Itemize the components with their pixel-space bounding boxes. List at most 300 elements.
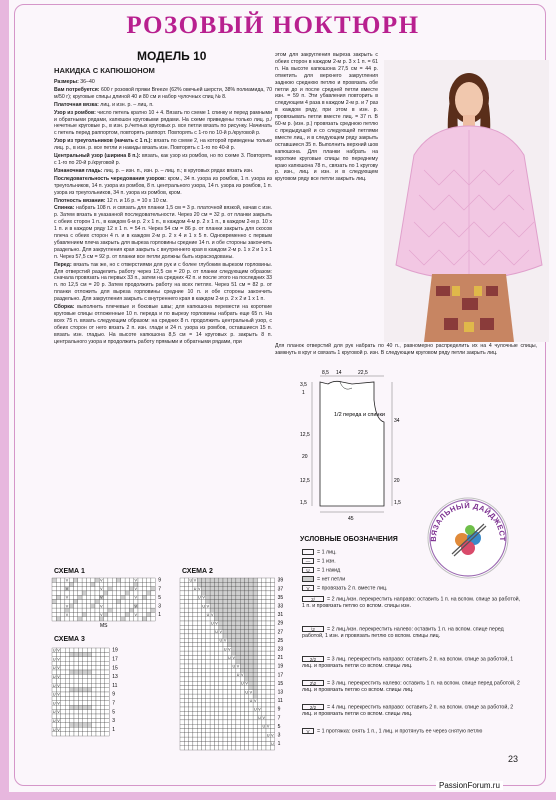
chart-cell	[78, 657, 82, 661]
chart-cell	[219, 608, 223, 612]
chart-cell	[193, 677, 197, 681]
chart-cell	[257, 587, 261, 591]
chart-cell	[92, 688, 96, 692]
chart-cell	[249, 655, 253, 659]
chart-cell	[253, 673, 257, 677]
chart-cell	[189, 608, 193, 612]
chart-cell	[202, 655, 206, 659]
chart-cell	[69, 617, 73, 621]
chart-cell	[249, 664, 253, 668]
chart-cell	[206, 634, 210, 638]
chart-cell	[65, 683, 69, 687]
chart-cell	[197, 582, 201, 586]
chart-cell	[189, 630, 193, 634]
chart-cell	[61, 679, 65, 683]
chart-cell	[236, 612, 240, 616]
chart-cell	[92, 666, 96, 670]
chart-cell	[100, 657, 104, 661]
chart-cell	[266, 578, 270, 582]
chart-cell	[189, 737, 193, 741]
chart-cell	[61, 595, 65, 599]
chart-cell	[266, 630, 270, 634]
chart-cell	[253, 617, 257, 621]
chart-cell	[249, 720, 253, 724]
chart-cell	[61, 670, 65, 674]
chart-cell	[184, 729, 188, 733]
chart-cell	[206, 608, 210, 612]
chart-cell	[100, 710, 104, 714]
chart-cell	[266, 741, 270, 745]
chart-cell	[92, 670, 96, 674]
chart-cell	[197, 634, 201, 638]
chart-cell	[56, 617, 60, 621]
chart-symbol: V	[57, 666, 60, 671]
chart-cell	[189, 681, 193, 685]
chart-symbol: V	[134, 578, 137, 583]
chart-cell	[202, 660, 206, 664]
chart-cell	[61, 666, 65, 670]
chart-cell	[61, 727, 65, 731]
instruction-label: Перед:	[54, 261, 72, 268]
chart-cell	[87, 696, 91, 700]
chart-cell	[105, 652, 109, 656]
chart-cell	[74, 595, 78, 599]
instruction-paragraph	[54, 153, 272, 167]
chart-cell	[223, 595, 227, 599]
chart-cell	[82, 608, 86, 612]
chart-cell	[83, 670, 87, 674]
chart-cell	[189, 711, 193, 715]
chart-cell	[180, 612, 184, 616]
chart-cell	[197, 724, 201, 728]
chart-cell	[180, 600, 184, 604]
dim-top-2: 22,5	[358, 370, 368, 376]
chart-cell	[83, 666, 87, 670]
chart-cell	[253, 668, 257, 672]
chart-cell	[249, 591, 253, 595]
chart-cell	[197, 638, 201, 642]
chart-cell	[266, 690, 270, 694]
chart-cell	[249, 660, 253, 664]
chart-cell	[78, 692, 82, 696]
chart-cell	[74, 723, 78, 727]
chart-cell	[56, 661, 60, 665]
chart-cell	[214, 673, 218, 677]
chart-row-label: 5	[112, 709, 115, 716]
chart-cell	[270, 612, 274, 616]
chart-cell	[219, 729, 223, 733]
chart-cell	[266, 694, 270, 698]
chart-cell	[257, 651, 261, 655]
chart-cell	[180, 595, 184, 599]
chart-cell	[236, 694, 240, 698]
chart-cell	[257, 677, 261, 681]
chart-cell	[87, 692, 91, 696]
chart-cell	[56, 591, 60, 595]
chart-cell	[270, 720, 274, 724]
chart-cell	[193, 724, 197, 728]
chart-cell	[219, 634, 223, 638]
chart-cell	[65, 661, 69, 665]
chart-cell	[87, 666, 91, 670]
chart-cell	[78, 714, 82, 718]
scheme-3-title: СХЕМА 3	[54, 636, 85, 643]
chart-cell	[232, 600, 236, 604]
chart-cell	[180, 741, 184, 745]
chart-cell	[142, 591, 146, 595]
chart-cell	[108, 608, 112, 612]
chart-row-label: 27	[277, 629, 284, 636]
chart-cell	[78, 696, 82, 700]
chart-cell	[232, 625, 236, 629]
chart-cell	[245, 600, 249, 604]
chart-cell	[74, 587, 78, 591]
chart-cell	[180, 634, 184, 638]
instruction-text: 36–40	[78, 79, 95, 85]
chart-cell	[262, 591, 266, 595]
chart-cell	[249, 578, 253, 582]
chart-cell	[105, 683, 109, 687]
chart-cell	[74, 718, 78, 722]
chart-cell	[95, 600, 99, 604]
chart-cell	[184, 664, 188, 668]
chart-cell	[95, 612, 99, 616]
chart-cell	[206, 643, 210, 647]
legend-item: \2 = 2 лиц./изн. перекрестить налево: оставить 1 п. на вспом. спице перед работой, 1 изн. и провязать петлю со вспом. спицы лиц.	[302, 626, 504, 639]
chart-cell	[210, 724, 214, 728]
chart-cell	[240, 686, 244, 690]
chart-cell	[262, 677, 266, 681]
chart-cell	[266, 707, 270, 711]
chart-cell	[249, 737, 253, 741]
scheme-1-ms: MS	[100, 623, 108, 628]
chart-cell	[257, 625, 261, 629]
chart-cell	[197, 733, 201, 737]
chart-cell	[108, 612, 112, 616]
chart-cell	[202, 600, 206, 604]
chart-cell	[232, 681, 236, 685]
chart-cell	[257, 673, 261, 677]
chart-cell	[78, 612, 82, 616]
chart-cell	[270, 694, 274, 698]
chart-cell	[245, 587, 249, 591]
chart-cell	[253, 681, 257, 685]
chart-cell	[232, 643, 236, 647]
chart-cell	[223, 711, 227, 715]
chart-cell	[180, 625, 184, 629]
chart-cell	[184, 643, 188, 647]
chart-cell	[270, 711, 274, 715]
chart-cell	[180, 677, 184, 681]
chart-cell	[52, 578, 56, 582]
chart-row-label: 7	[112, 700, 115, 707]
chart-cell	[197, 703, 201, 707]
chart-cell	[219, 578, 223, 582]
chart-cell	[180, 617, 184, 621]
chart-cell	[78, 701, 82, 705]
chart-cell	[240, 595, 244, 599]
chart-cell	[270, 608, 274, 612]
chart-cell	[223, 630, 227, 634]
chart-cell	[112, 587, 116, 591]
chart-cell	[249, 638, 253, 642]
chart-cell	[91, 600, 95, 604]
chart-cell	[257, 578, 261, 582]
chart-cell	[189, 724, 193, 728]
chart-cell	[86, 612, 90, 616]
chart-cell	[236, 625, 240, 629]
chart-cell	[184, 612, 188, 616]
chart-cell	[262, 638, 266, 642]
chart-cell	[147, 612, 151, 616]
chart-cell	[193, 617, 197, 621]
chart-cell	[184, 578, 188, 582]
chart-cell	[214, 720, 218, 724]
chart-cell	[240, 604, 244, 608]
chart-cell	[197, 647, 201, 651]
chart-cell	[253, 660, 257, 664]
chart-cell	[100, 648, 104, 652]
chart-symbol: V	[266, 724, 270, 729]
chart-cell	[96, 674, 100, 678]
chart-cell	[189, 634, 193, 638]
chart-cell	[236, 638, 240, 642]
instruction-paragraph	[54, 87, 272, 101]
chart-cell	[74, 674, 78, 678]
chart-cell	[74, 604, 78, 608]
chart-cell	[232, 746, 236, 750]
chart-symbol: V	[262, 716, 265, 721]
chart-cell	[117, 582, 121, 586]
chart-cell	[78, 688, 82, 692]
chart-cell	[253, 655, 257, 659]
chart-cell	[92, 657, 96, 661]
chart-cell	[219, 647, 223, 651]
chart-cell	[184, 703, 188, 707]
chart-cell	[74, 661, 78, 665]
chart-cell	[257, 711, 261, 715]
chart-cell	[214, 707, 218, 711]
chart-cell	[227, 746, 231, 750]
chart-cell	[82, 612, 86, 616]
chart-cell	[189, 604, 193, 608]
chart-cell	[206, 741, 210, 745]
chart-cell	[245, 660, 249, 664]
chart-cell	[210, 600, 214, 604]
chart-cell	[236, 668, 240, 672]
model-photo	[384, 60, 549, 342]
chart-cell	[214, 729, 218, 733]
chart-cell	[129, 595, 133, 599]
chart-cell	[245, 703, 249, 707]
chart-cell	[184, 737, 188, 741]
chart-cell	[262, 660, 266, 664]
chart-cell	[189, 716, 193, 720]
chart-cell	[253, 716, 257, 720]
chart-cell	[56, 578, 60, 582]
chart-cell	[227, 703, 231, 707]
chart-cell	[257, 737, 261, 741]
chart-cell	[184, 582, 188, 586]
chart-cell	[257, 595, 261, 599]
chart-cell	[108, 591, 112, 595]
chart-cell	[197, 686, 201, 690]
chart-cell	[184, 690, 188, 694]
chart-cell	[266, 660, 270, 664]
chart-cell	[138, 587, 142, 591]
chart-cell	[210, 698, 214, 702]
chart-cell	[206, 707, 210, 711]
chart-cell	[214, 668, 218, 672]
chart-cell	[257, 612, 261, 616]
chart-cell	[147, 578, 151, 582]
chart-cell	[232, 698, 236, 702]
chart-cell	[227, 664, 231, 668]
chart-cell	[70, 670, 74, 674]
chart-row-label: 1	[277, 741, 281, 748]
chart-cell	[100, 688, 104, 692]
chart-cell	[245, 698, 249, 702]
chart-cell	[249, 673, 253, 677]
chart-cell	[223, 643, 227, 647]
chart-cell	[87, 674, 91, 678]
chart-cell	[202, 724, 206, 728]
chart-cell	[253, 724, 257, 728]
chart-cell	[266, 651, 270, 655]
chart-cell	[193, 698, 197, 702]
chart-symbol: U	[189, 578, 193, 583]
chart-cell	[210, 634, 214, 638]
chart-symbol: V	[57, 692, 60, 697]
chart-cell	[180, 698, 184, 702]
legend-symbol: \2	[302, 626, 324, 632]
chart-cell	[70, 701, 74, 705]
chart-row-label: 7	[158, 586, 161, 593]
page-frame-bottom	[0, 792, 556, 800]
chart-cell	[91, 617, 95, 621]
chart-cell	[257, 703, 261, 707]
chart-cell	[214, 625, 218, 629]
chart-cell	[223, 737, 227, 741]
chart-cell	[105, 666, 109, 670]
chart-cell	[151, 591, 155, 595]
chart-cell	[206, 737, 210, 741]
chart-cell	[74, 617, 78, 621]
chart-cell	[257, 600, 261, 604]
chart-cell	[266, 703, 270, 707]
chart-cell	[245, 664, 249, 668]
chart-cell	[245, 617, 249, 621]
chart-cell	[236, 677, 240, 681]
chart-cell	[180, 668, 184, 672]
chart-cell	[193, 711, 197, 715]
chart-cell	[78, 710, 82, 714]
chart-cell	[184, 660, 188, 664]
instructions-armholes	[275, 343, 537, 371]
chart-cell	[184, 694, 188, 698]
chart-cell	[236, 660, 240, 664]
chart-cell	[197, 617, 201, 621]
chart-cell	[270, 617, 274, 621]
chart-cell	[214, 647, 218, 651]
chart-cell	[232, 711, 236, 715]
chart-cell	[219, 673, 223, 677]
chart-cell	[86, 600, 90, 604]
chart-cell	[147, 582, 151, 586]
chart-cell	[232, 591, 236, 595]
chart-cell	[86, 608, 90, 612]
chart-cell	[92, 696, 96, 700]
chart-cell	[99, 608, 103, 612]
chart-cell	[245, 694, 249, 698]
chart-cell	[232, 630, 236, 634]
chart-cell	[257, 643, 261, 647]
chart-cell	[214, 660, 218, 664]
chart-cell	[223, 703, 227, 707]
chart-cell	[193, 647, 197, 651]
chart-cell	[236, 647, 240, 651]
chart-cell	[240, 668, 244, 672]
chart-cell	[189, 668, 193, 672]
chart-cell	[184, 600, 188, 604]
chart-cell	[184, 677, 188, 681]
chart-cell	[56, 670, 60, 674]
chart-cell	[83, 705, 87, 709]
chart-row-label: 19	[112, 647, 118, 654]
instruction-paragraph	[54, 168, 272, 175]
badge-text: ВЯЗАЛЬНЫЙ ДАЙДЖЕСТ	[428, 500, 508, 542]
chart-cell	[117, 600, 121, 604]
chart-cell	[184, 634, 188, 638]
chart-symbol: U	[249, 698, 253, 703]
chart-cell	[210, 694, 214, 698]
instruction-text: набрать 108 п. и связать для планки 1,5 см = 3 р. платочной вязкой, начав с изн. р. Затем вязать в указанной последовательности. Через 20 см = 32 р. от планки закрыть с обеих сторон 1 п., в каждом 6-м р. 2 х 1 п., в каждом 4-м р. 2 х 1 п., в каждом 2-м р. 10 х 1 п. и в каждом ряду 12 х 1 п. = 54 п. Через 54 см = 86 р. от планки закрыть для скосов плеча с обеих сторон 4 п. и в каждом 2-м р. 2 х 4 и 1 х 5 п. Одновременно с первым убавлением плеча закрыть для выреза горловины средние 14 п. и обе стороны закончить раздельно. Для закругления края закрыть с внутреннего края в каждом 2-м р. 1 х 2 и 1 х 1 п. Через 57,5 см = 92 р. от планки все петли должны быть израсходованы.	[54, 205, 272, 260]
chart-cell	[206, 651, 210, 655]
chart-row-label: 7	[277, 715, 281, 722]
chart-cell	[270, 729, 274, 733]
chart-cell	[180, 720, 184, 724]
chart-cell	[82, 595, 86, 599]
chart-cell	[266, 681, 270, 685]
chart-cell	[151, 582, 155, 586]
chart-cell	[184, 720, 188, 724]
chart-cell	[245, 608, 249, 612]
legend-symbol: V	[302, 728, 314, 734]
chart-cell	[125, 595, 129, 599]
chart-cell	[236, 655, 240, 659]
chart-cell	[249, 608, 253, 612]
chart-cell	[223, 729, 227, 733]
chart-cell	[227, 634, 231, 638]
chart-cell	[70, 648, 74, 652]
chart-cell	[257, 720, 261, 724]
scheme-2-title: СХЕМА 2	[182, 568, 213, 575]
chart-cell	[99, 591, 103, 595]
chart-cell	[78, 674, 82, 678]
chart-cell	[236, 595, 240, 599]
chart-cell	[223, 612, 227, 616]
chart-cell	[240, 587, 244, 591]
chart-cell	[236, 733, 240, 737]
chart-cell	[134, 600, 138, 604]
chart-row-label: 39	[277, 577, 284, 584]
chart-cell	[197, 655, 201, 659]
chart-cell	[52, 661, 56, 665]
chart-cell	[82, 617, 86, 621]
chart-row-label: 19	[277, 663, 284, 670]
chart-cell	[184, 746, 188, 750]
chart-cell	[245, 655, 249, 659]
